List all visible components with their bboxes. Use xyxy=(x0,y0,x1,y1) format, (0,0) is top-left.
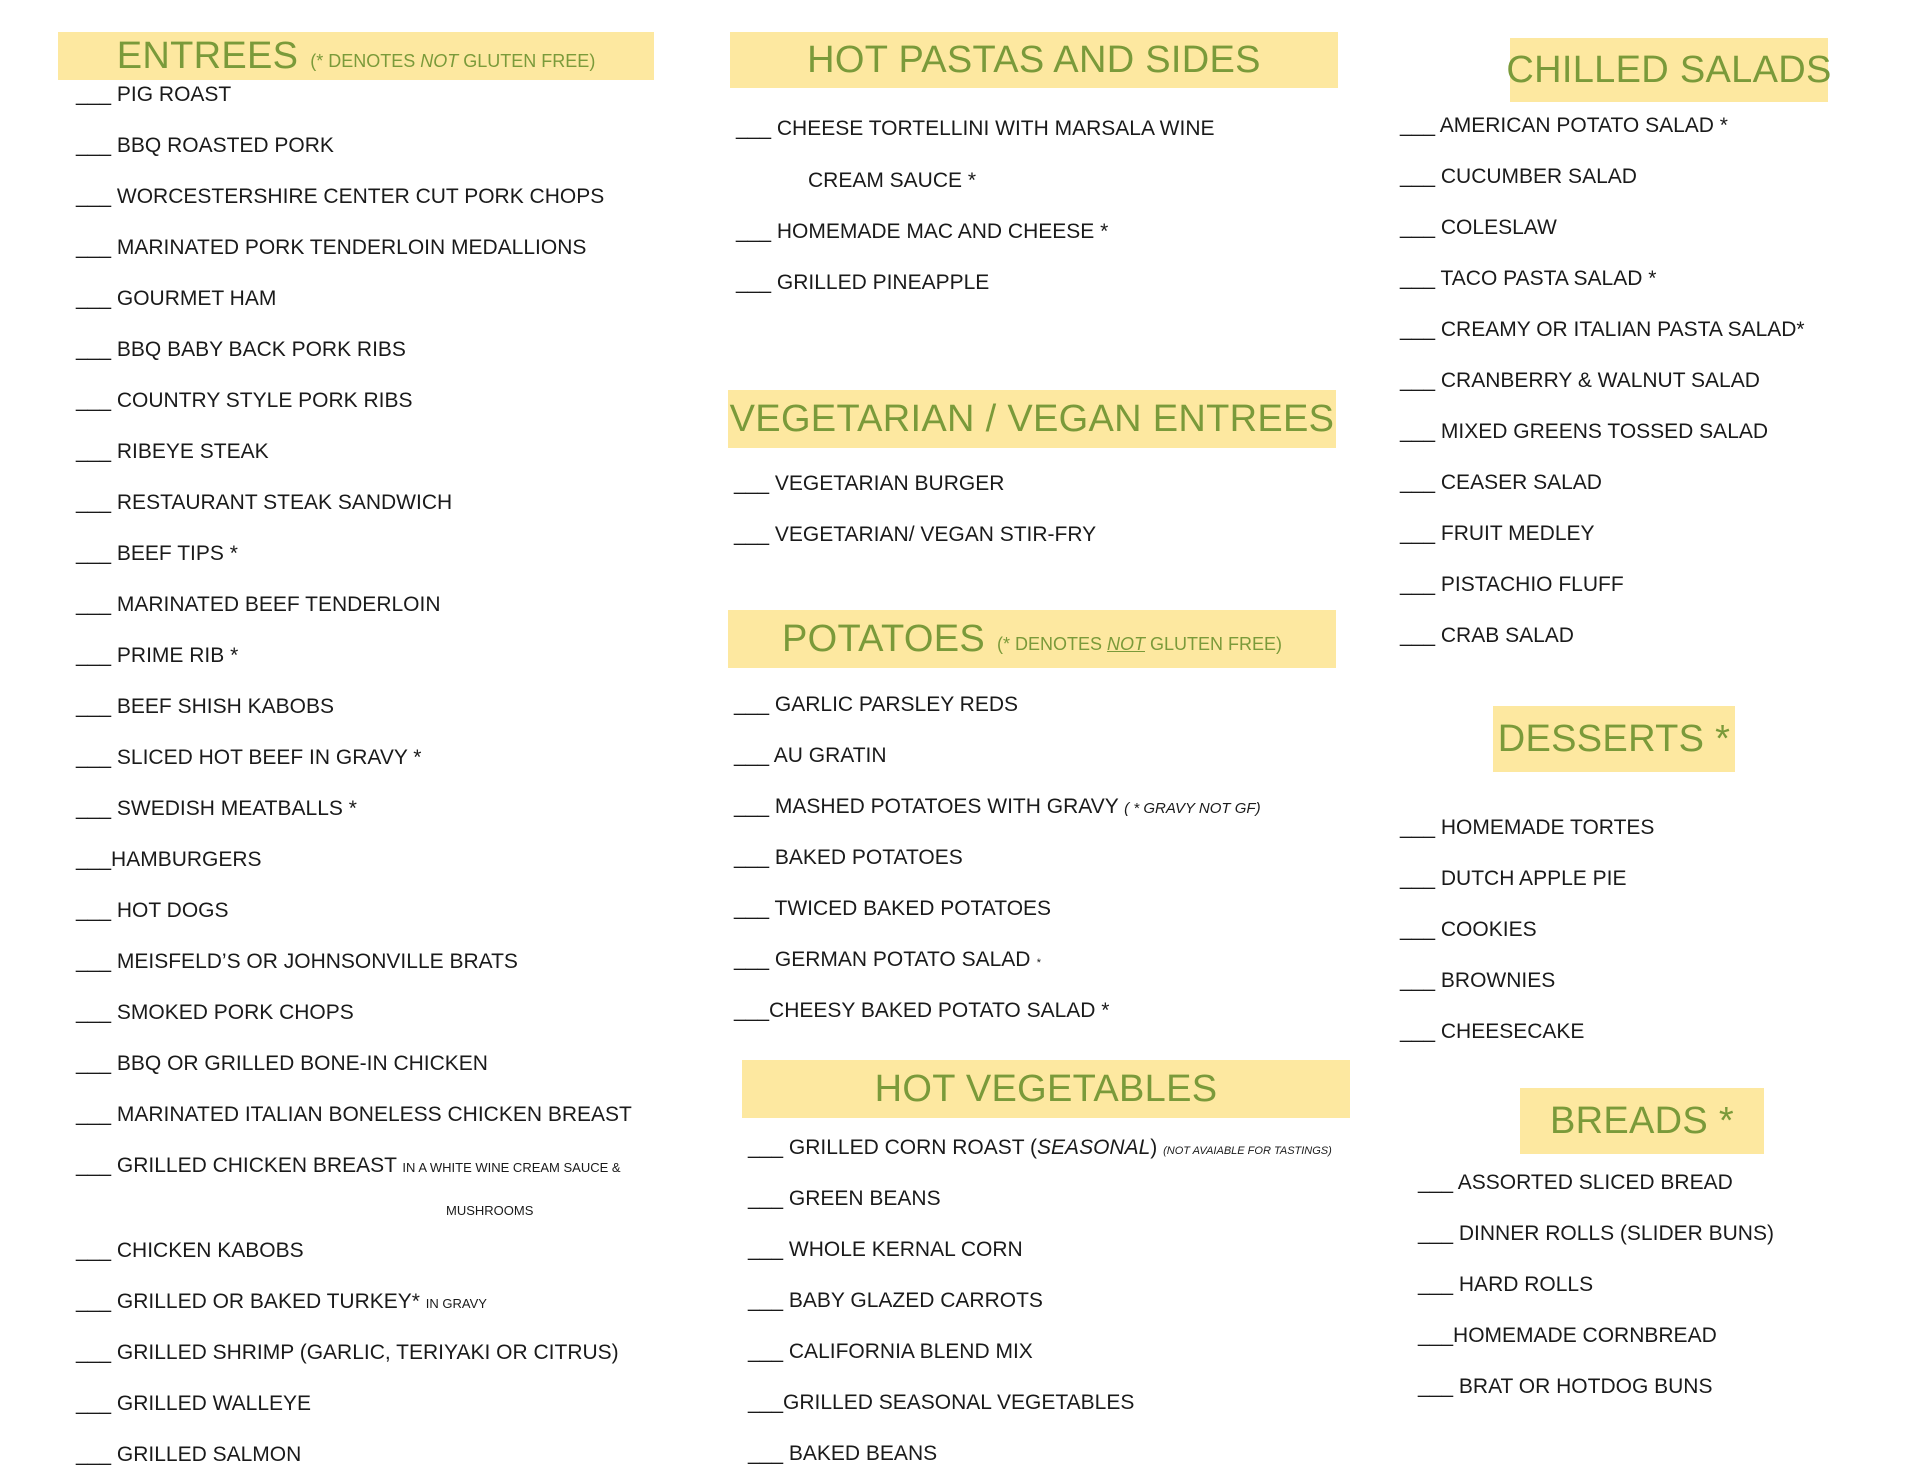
entree-item xyxy=(76,441,269,462)
potato-item xyxy=(734,847,963,868)
blank-line: ___ xyxy=(734,846,770,869)
blank-line: ___ xyxy=(76,1443,112,1466)
bread-label: HARD ROLLS xyxy=(1458,1273,1594,1296)
salads-title: CHILLED SALADS xyxy=(1506,49,1832,91)
entree-item xyxy=(76,237,586,258)
vegetable-label: GRILLED SEASONAL VEGETABLES xyxy=(783,1391,1135,1414)
blank-line: ___ xyxy=(76,338,112,361)
pasta-label: HOMEMADE MAC AND CHEESE * xyxy=(776,220,1109,243)
dessert-label: COOKIES xyxy=(1440,918,1537,941)
blank-line: ___ xyxy=(1400,471,1436,494)
blank-line: ___ xyxy=(1400,1020,1436,1043)
salad-item xyxy=(1400,523,1595,544)
entrees-subtitle-not: NOT xyxy=(420,51,459,71)
entree-item xyxy=(76,390,413,411)
dessert-item xyxy=(1400,1021,1584,1042)
potato-label: MASHED POTATOES WITH GRAVY xyxy=(774,795,1119,818)
vegetarian-label: VEGETARIAN BURGER xyxy=(774,472,1005,495)
dessert-label: DUTCH APPLE PIE xyxy=(1440,867,1627,890)
blank-line: ___ xyxy=(76,1341,112,1364)
blank-line: ___ xyxy=(1400,369,1436,392)
entree-item xyxy=(76,1240,304,1261)
bread-label: BRAT OR HOTDOG BUNS xyxy=(1458,1375,1713,1398)
blank-line: ___ xyxy=(76,848,112,871)
potatoes-header xyxy=(728,610,1336,668)
blank-line: ___ xyxy=(748,1136,784,1159)
salad-item xyxy=(1400,625,1574,646)
entree-label: HAMBURGERS xyxy=(111,848,262,871)
entree-item xyxy=(76,135,334,156)
desserts-title: DESSERTS * xyxy=(1497,718,1731,760)
corn-note: (NOT AVAIABLE FOR TASTINGS) xyxy=(1163,1145,1332,1157)
salad-item xyxy=(1400,319,1805,340)
vegetables-title: HOT VEGETABLES xyxy=(874,1068,1218,1110)
entree-item xyxy=(76,1342,619,1363)
vegetarian-label: VEGETARIAN/ VEGAN STIR-FRY xyxy=(774,523,1097,546)
dessert-item xyxy=(1400,919,1537,940)
blank-line: ___ xyxy=(1400,816,1436,839)
vegetable-label: GREEN BEANS xyxy=(788,1187,941,1210)
pasta-item xyxy=(736,221,1108,242)
vegetable-label: BABY GLAZED CARROTS xyxy=(788,1289,1043,1312)
blank-line: ___ xyxy=(76,950,112,973)
blank-line: ___ xyxy=(76,593,112,616)
entree-item xyxy=(76,849,262,870)
blank-line: ___ xyxy=(1418,1171,1454,1194)
vegetable-item xyxy=(748,1188,941,1209)
blank-line: ___ xyxy=(1400,267,1436,290)
german-star: * xyxy=(1036,957,1041,969)
blank-line: ___ xyxy=(76,1001,112,1024)
blank-line: ___ xyxy=(748,1442,784,1465)
blank-line: ___ xyxy=(748,1238,784,1261)
vegetable-label: BAKED BEANS xyxy=(788,1442,938,1465)
pasta-item xyxy=(736,272,989,293)
blank-line: ___ xyxy=(734,744,770,767)
blank-line: ___ xyxy=(76,287,112,310)
entree-label: GRILLED CHICKEN BREAST xyxy=(116,1154,397,1177)
entree-label: GRILLED SALMON xyxy=(116,1443,302,1466)
entree-item xyxy=(76,645,238,666)
vegetables-header xyxy=(742,1060,1350,1118)
salad-label: COLESLAW xyxy=(1440,216,1557,239)
vegetarian-header xyxy=(728,390,1336,448)
dessert-label: BROWNIES xyxy=(1440,969,1556,992)
breads-header xyxy=(1520,1088,1764,1154)
entree-label: MARINATED ITALIAN BONELESS CHICKEN BREAST xyxy=(116,1103,632,1126)
salad-label: AMERICAN POTATO SALAD * xyxy=(1439,114,1728,137)
entree-label: GRILLED OR BAKED TURKEY* xyxy=(116,1290,420,1313)
dessert-item xyxy=(1400,868,1626,889)
dessert-item xyxy=(1400,817,1654,838)
blank-line: ___ xyxy=(76,236,112,259)
blank-line: ___ xyxy=(76,542,112,565)
bread-label: DINNER ROLLS (SLIDER BUNS) xyxy=(1458,1222,1774,1245)
potato-item xyxy=(734,694,1018,715)
vegetable-label: WHOLE KERNAL CORN xyxy=(788,1238,1023,1261)
salad-label: FRUIT MEDLEY xyxy=(1440,522,1595,545)
entree-label: GOURMET HAM xyxy=(116,287,277,310)
blank-line: ___ xyxy=(1418,1222,1454,1245)
bread-item xyxy=(1418,1274,1593,1295)
blank-line: ___ xyxy=(734,523,770,546)
blank-line: ___ xyxy=(76,1052,112,1075)
corn-seasonal: SEASONAL xyxy=(1037,1136,1151,1159)
vegetable-label: CALIFORNIA BLEND MIX xyxy=(788,1340,1033,1363)
salad-label: CEASER SALAD xyxy=(1440,471,1602,494)
entree-label: SWEDISH MEATBALLS * xyxy=(116,797,357,820)
entree-item xyxy=(76,1155,621,1176)
potato-label: TWICED BAKED POTATOES xyxy=(774,897,1052,920)
pasta-item xyxy=(736,118,1215,139)
blank-line: ___ xyxy=(1418,1375,1454,1398)
blank-line: ___ xyxy=(734,897,770,920)
potato-label: BAKED POTATOES xyxy=(774,846,963,869)
entrees-header xyxy=(58,32,654,80)
blank-line: ___ xyxy=(1400,216,1436,239)
vegetable-item xyxy=(748,1392,1134,1413)
entree-item xyxy=(76,1053,488,1074)
entrees-title: ENTREES xyxy=(116,35,299,77)
blank-line: ___ xyxy=(76,134,112,157)
blank-line: ___ xyxy=(1400,969,1436,992)
blank-line: ___ xyxy=(76,899,112,922)
potato-label: CHEESY BAKED POTATO SALAD * xyxy=(769,999,1110,1022)
entree-label: CHICKEN KABOBS xyxy=(116,1239,304,1262)
blank-line: ___ xyxy=(76,1103,112,1126)
potato-item xyxy=(734,745,887,766)
gravy-note: ( * GRAVY NOT GF) xyxy=(1124,800,1261,817)
vegetable-item xyxy=(748,1137,1332,1158)
potato-label: GERMAN POTATO SALAD xyxy=(774,948,1031,971)
blank-line: ___ xyxy=(76,1290,112,1313)
entree-item xyxy=(76,1444,301,1465)
potato-label: AU GRATIN xyxy=(773,744,887,767)
dessert-item xyxy=(1400,970,1555,991)
blank-line: ___ xyxy=(76,491,112,514)
potato-item xyxy=(734,898,1051,919)
blank-line: ___ xyxy=(1418,1273,1454,1296)
entree-label: GRILLED SHRIMP (GARLIC, TERIYAKI OR CITRUS) xyxy=(116,1341,619,1364)
entree-item xyxy=(76,1291,487,1312)
entree-item xyxy=(76,492,452,513)
vegetarian-item xyxy=(734,473,1004,494)
desserts-header xyxy=(1493,706,1735,772)
blank-line: ___ xyxy=(748,1187,784,1210)
bread-label: ASSORTED SLICED BREAD xyxy=(1457,1171,1733,1194)
blank-line: ___ xyxy=(748,1289,784,1312)
salad-label: CRANBERRY & WALNUT SALAD xyxy=(1440,369,1760,392)
entree-label: COUNTRY STYLE PORK RIBS xyxy=(116,389,413,412)
vegetable-item xyxy=(748,1341,1033,1362)
potatoes-subtitle xyxy=(997,635,1282,653)
breads-title: BREADS * xyxy=(1549,1100,1734,1142)
salad-label: PISTACHIO FLUFF xyxy=(1440,573,1624,596)
potatoes-title: POTATOES xyxy=(781,618,985,660)
blank-line: ___ xyxy=(76,185,112,208)
blank-line: ___ xyxy=(76,389,112,412)
salad-item xyxy=(1400,268,1656,289)
entree-label: HOT DOGS xyxy=(116,899,229,922)
pastas-title: HOT PASTAS AND SIDES xyxy=(807,39,1261,81)
entree-label: GRILLED WALLEYE xyxy=(116,1392,312,1415)
potatoes-subtitle-not: NOT xyxy=(1107,634,1145,654)
blank-line: ___ xyxy=(736,271,772,294)
entree-item xyxy=(76,696,334,717)
salad-item xyxy=(1400,217,1557,238)
entree-item xyxy=(76,543,238,564)
entree-item xyxy=(76,900,229,921)
bread-item xyxy=(1418,1172,1733,1193)
blank-line: ___ xyxy=(734,999,770,1022)
chicken-note-cont: MUSHROOMS xyxy=(446,1203,534,1218)
vegetable-item xyxy=(748,1290,1043,1311)
salads-header xyxy=(1506,38,1832,102)
blank-line: ___ xyxy=(748,1391,784,1414)
salad-item xyxy=(1400,472,1602,493)
potatoes-subtitle-b: GLUTEN FREE) xyxy=(1145,634,1283,654)
salad-item xyxy=(1400,574,1624,595)
entree-item xyxy=(76,747,421,768)
blank-line: ___ xyxy=(1400,867,1436,890)
entree-item xyxy=(76,798,357,819)
entree-label: PIG ROAST xyxy=(116,83,232,106)
entrees-subtitle-a: (* DENOTES xyxy=(310,51,421,71)
entree-item xyxy=(76,951,518,972)
entree-label: BBQ OR GRILLED BONE-IN CHICKEN xyxy=(116,1052,488,1075)
pasta-label: GRILLED PINEAPPLE xyxy=(776,271,990,294)
potato-item xyxy=(734,949,1041,970)
entree-item xyxy=(76,594,441,615)
blank-line: ___ xyxy=(76,695,112,718)
salad-item xyxy=(1400,421,1768,442)
salad-label: MIXED GREENS TOSSED SALAD xyxy=(1440,420,1769,443)
potatoes-subtitle-a: (* DENOTES xyxy=(996,634,1107,654)
salad-item xyxy=(1400,370,1760,391)
entree-item xyxy=(76,186,604,207)
entree-item xyxy=(76,339,406,360)
salad-label: CREAMY OR ITALIAN PASTA SALAD* xyxy=(1440,318,1805,341)
entree-label: MARINATED BEEF TENDERLOIN xyxy=(116,593,441,616)
vegetable-item xyxy=(748,1239,1023,1260)
entree-label: WORCESTERSHIRE CENTER CUT PORK CHOPS xyxy=(116,185,605,208)
turkey-note: IN GRAVY xyxy=(425,1296,487,1311)
blank-line: ___ xyxy=(76,797,112,820)
bread-item xyxy=(1418,1376,1712,1397)
blank-line: ___ xyxy=(1400,573,1436,596)
entrees-subtitle xyxy=(310,52,595,70)
entree-label: RESTAURANT STEAK SANDWICH xyxy=(116,491,453,514)
blank-line: ___ xyxy=(748,1340,784,1363)
blank-line: ___ xyxy=(1400,318,1436,341)
entree-label: SLICED HOT BEEF IN GRAVY * xyxy=(116,746,422,769)
entree-label: BBQ BABY BACK PORK RIBS xyxy=(116,338,406,361)
entree-label: SMOKED PORK CHOPS xyxy=(116,1001,354,1024)
blank-line: ___ xyxy=(734,795,770,818)
entree-item xyxy=(76,1002,354,1023)
dessert-label: HOMEMADE TORTES xyxy=(1440,816,1655,839)
blank-line: ___ xyxy=(76,83,112,106)
salad-item xyxy=(1400,166,1637,187)
blank-line: ___ xyxy=(76,1154,112,1177)
dessert-label: CHEESECAKE xyxy=(1440,1020,1585,1043)
entree-label: BBQ ROASTED PORK xyxy=(116,134,334,157)
blank-line: ___ xyxy=(734,948,770,971)
blank-line: ___ xyxy=(1400,165,1436,188)
salad-label: CRAB SALAD xyxy=(1440,624,1574,647)
potato-item xyxy=(734,796,1261,817)
potato-label: GARLIC PARSLEY REDS xyxy=(774,693,1019,716)
entree-label: RIBEYE STEAK xyxy=(116,440,269,463)
blank-line: ___ xyxy=(736,220,772,243)
chicken-note: IN A WHITE WINE CREAM SAUCE & xyxy=(402,1160,621,1175)
entree-item xyxy=(76,1104,632,1125)
blank-line: ___ xyxy=(76,440,112,463)
potato-item xyxy=(734,1000,1109,1021)
salad-label: TACO PASTA SALAD * xyxy=(1440,267,1657,290)
blank-line: ___ xyxy=(1418,1324,1454,1347)
pastas-header xyxy=(730,32,1338,88)
vegetable-item xyxy=(748,1443,937,1464)
blank-line: ___ xyxy=(1400,522,1436,545)
blank-line: ___ xyxy=(76,1392,112,1415)
pasta-label: CHEESE TORTELLINI WITH MARSALA WINE xyxy=(776,117,1215,140)
corn-label-b: ) xyxy=(1150,1136,1158,1159)
entree-label: PRIME RIB * xyxy=(116,644,239,667)
bread-item xyxy=(1418,1223,1774,1244)
bread-item xyxy=(1418,1325,1717,1346)
salad-label: CUCUMBER SALAD xyxy=(1440,165,1637,188)
blank-line: ___ xyxy=(1400,114,1436,137)
vegetarian-title: VEGETARIAN / VEGAN ENTREES xyxy=(729,398,1335,440)
blank-line: ___ xyxy=(1400,420,1436,443)
corn-label-a: GRILLED CORN ROAST ( xyxy=(788,1136,1038,1159)
entree-item xyxy=(76,1393,311,1414)
salad-item xyxy=(1400,115,1728,136)
blank-line: ___ xyxy=(76,644,112,667)
blank-line: ___ xyxy=(1400,918,1436,941)
entrees-subtitle-b: GLUTEN FREE) xyxy=(458,51,596,71)
blank-line: ___ xyxy=(76,746,112,769)
blank-line: ___ xyxy=(734,472,770,495)
blank-line: ___ xyxy=(76,1239,112,1262)
entree-item xyxy=(76,84,231,105)
blank-line: ___ xyxy=(736,117,772,140)
entree-label: BEEF TIPS * xyxy=(116,542,238,565)
entree-label: MARINATED PORK TENDERLOIN MEDALLIONS xyxy=(116,236,587,259)
entree-item xyxy=(76,288,276,309)
entree-label: MEISFELD’S OR JOHNSONVILLE BRATS xyxy=(116,950,518,973)
blank-line: ___ xyxy=(734,693,770,716)
bread-label: HOMEMADE CORNBREAD xyxy=(1453,1324,1717,1347)
vegetarian-item xyxy=(734,524,1096,545)
pasta-item-cont: CREAM SAUCE * xyxy=(808,169,977,192)
blank-line: ___ xyxy=(1400,624,1436,647)
entree-label: BEEF SHISH KABOBS xyxy=(116,695,334,718)
